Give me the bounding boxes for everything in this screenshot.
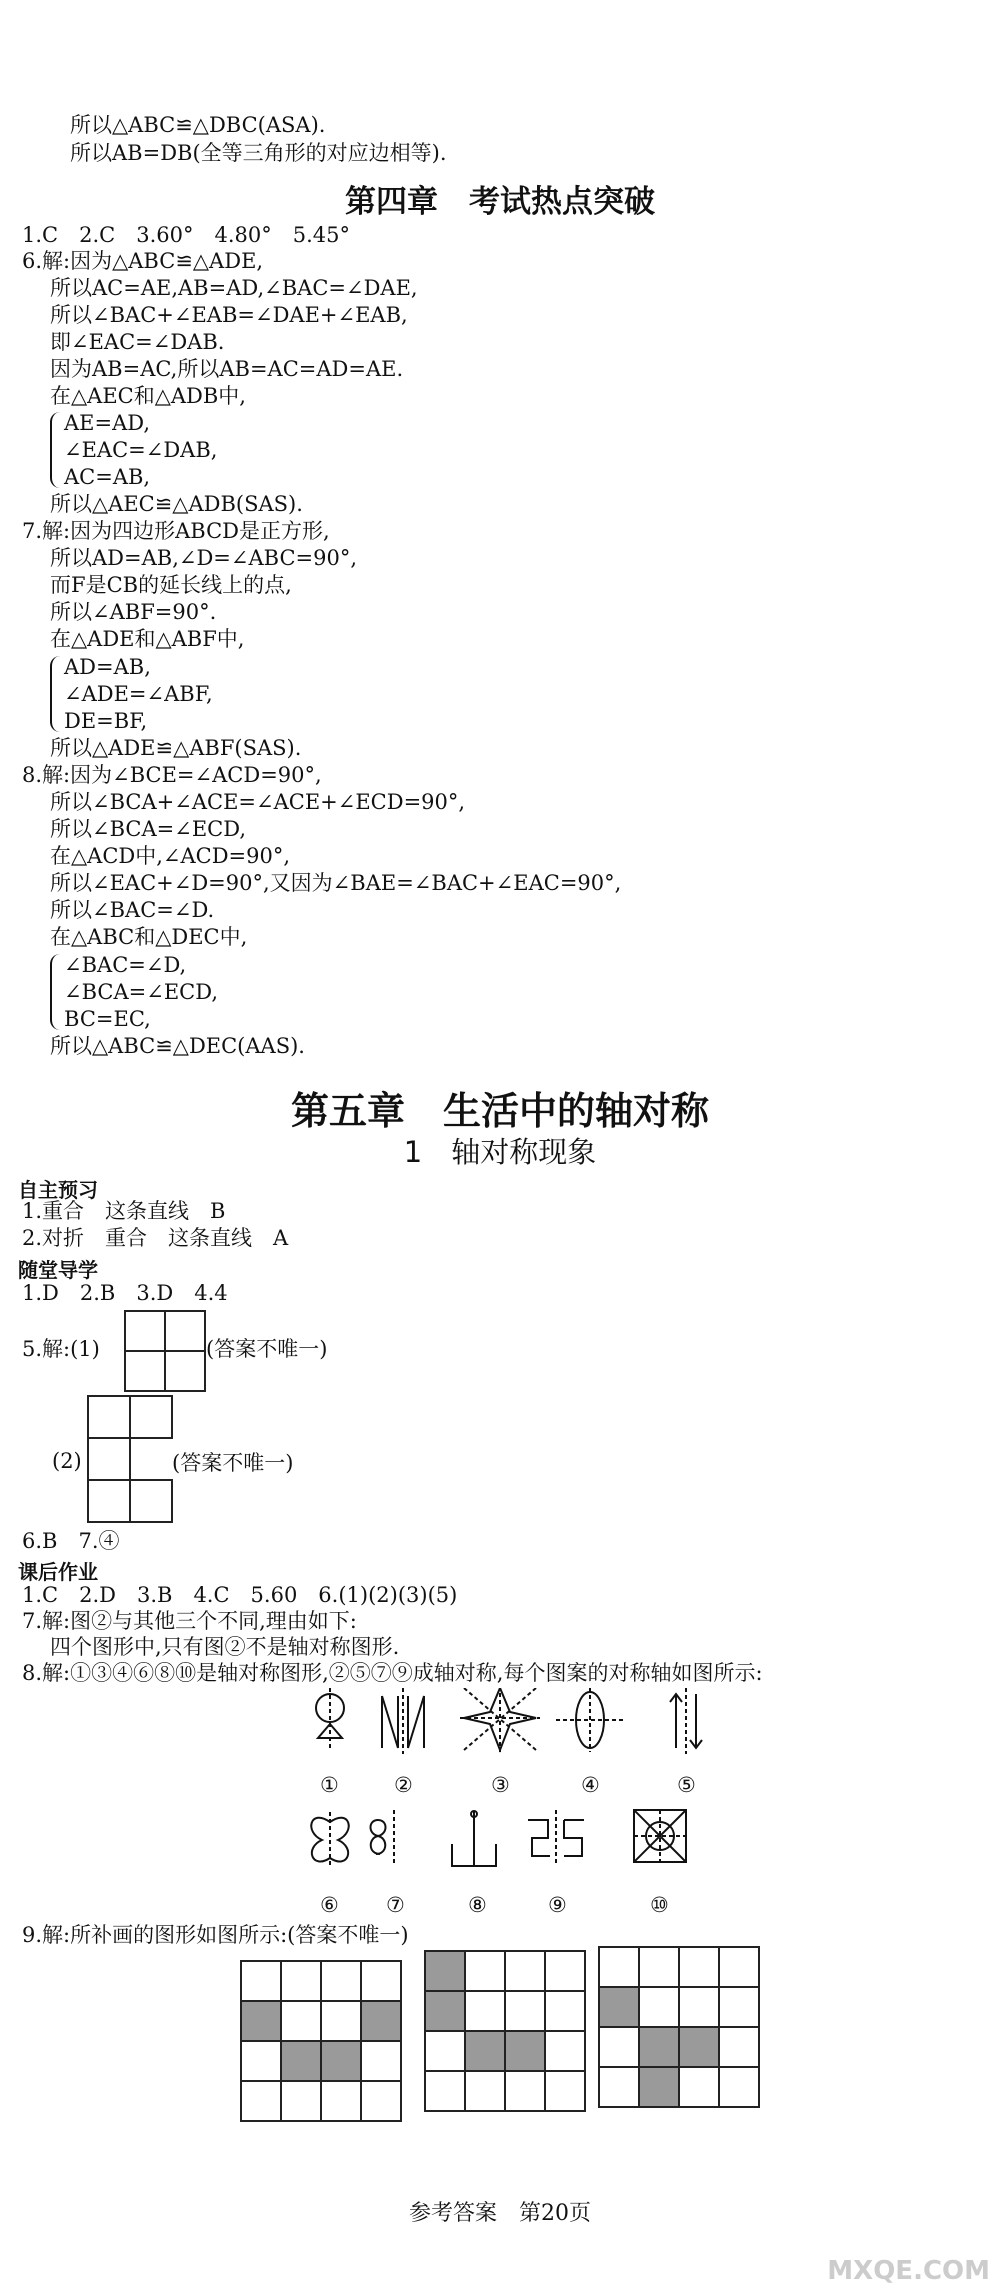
brace-line: ∠BCA=∠ECD,: [64, 980, 219, 1004]
text-line: 1.C 2.D 3.B 4.C 5.60 6.(1)(2)(3)(5): [22, 1583, 458, 1607]
page-footer: 参考答案 第20页: [409, 2201, 591, 2226]
q6-line: 即∠EAC=∠DAB.: [50, 330, 225, 354]
figure-label: ③: [491, 1773, 510, 1797]
brace: [50, 412, 62, 488]
q7-conclusion: 所以△ADE≌△ABF(SAS).: [50, 736, 302, 760]
q7-line: 所以∠ABF=90°.: [50, 600, 217, 624]
q8-line: 8.解:因为∠BCE=∠ACD=90°,: [22, 763, 322, 787]
figure-label: ⑦: [386, 1893, 405, 1917]
text-line: 7.解:图②与其他三个不同,理由如下:: [22, 1609, 357, 1633]
figure-label: ⑤: [677, 1773, 696, 1797]
text-line: 9.解:所补画的图形如图所示:(答案不唯一): [22, 1923, 409, 1947]
chapter-5-title: 第五章 生活中的轴对称: [290, 1089, 709, 1133]
grid-answer-2: [424, 1950, 586, 2112]
text-line: 所以AB=DB(全等三角形的对应边相等).: [70, 141, 447, 165]
figure-label: ⑧: [468, 1893, 487, 1917]
text-line: 四个图形中,只有图②不是轴对称图形.: [50, 1635, 400, 1659]
answers-line: 1.C 2.C 3.60° 4.80° 5.45°: [22, 223, 350, 247]
q6-line: 所以∠BAC+∠EAB=∠DAE+∠EAB,: [50, 303, 408, 327]
q6-line: 因为AB=AC,所以AB=AC=AD=AE.: [50, 357, 404, 381]
brace-line: DE=BF,: [64, 709, 148, 733]
q8-line: 在△ACD中,∠ACD=90°,: [50, 844, 291, 868]
figure-label: ④: [581, 1773, 600, 1797]
brace: [50, 656, 62, 732]
grid-answer-3: [598, 1946, 760, 2108]
watermark: MXQE.COM: [827, 2256, 990, 2286]
brace: [50, 954, 62, 1030]
section-heading: 随堂导学: [18, 1258, 98, 1282]
q8-line: 所以∠EAC+∠D=90°,又因为∠BAE=∠BAC+∠EAC=90°,: [50, 871, 622, 895]
q7-line: 7.解:因为四边形ABCD是正方形,: [22, 519, 330, 543]
brace-line: ∠BAC=∠D,: [64, 953, 187, 977]
brace-line: BC=EC,: [64, 1007, 151, 1031]
section-heading: 自主预习: [18, 1178, 98, 1202]
q6-conclusion: 所以△AEC≌△ADB(SAS).: [50, 492, 303, 516]
grid-figure-1: [124, 1310, 206, 1392]
figure-label: ⑨: [548, 1893, 567, 1917]
answer-note: (答案不唯一): [206, 1337, 328, 1361]
section-title: 1 轴对称现象: [403, 1135, 597, 1169]
answer-note: (答案不唯一): [172, 1451, 294, 1475]
q8-line: 所以∠BCA=∠ECD,: [50, 817, 247, 841]
text-line: 所以△ABC≌△DBC(ASA).: [70, 113, 326, 137]
symmetry-figures-row-2: [300, 1808, 720, 1894]
q7-line: 而F是CB的延长线上的点,: [50, 573, 292, 597]
brace-line: AD=AB,: [64, 655, 151, 679]
text-line: 8.解:①③④⑥⑧⑩是轴对称图形,②⑤⑦⑨成轴对称,每个图案的对称轴如图所示:: [22, 1661, 763, 1685]
q6-line: 6.解:因为△ABC≌△ADE,: [22, 249, 264, 273]
brace-line: AC=AB,: [64, 465, 151, 489]
figure-label: ⑩: [650, 1893, 669, 1917]
q7-line: 所以AD=AB,∠D=∠ABC=90°,: [50, 546, 358, 570]
figure-label: ⑥: [320, 1893, 339, 1917]
q8-line: 在△ABC和△DEC中,: [50, 925, 248, 949]
q5-label: (2): [52, 1449, 82, 1473]
chapter-4-title: 第四章 考试热点突破: [345, 184, 655, 220]
text-line: 1.D 2.B 3.D 4.4: [22, 1281, 228, 1305]
q7-line: 在△ADE和△ABF中,: [50, 627, 245, 651]
grid-figure-2: [86, 1394, 176, 1526]
brace-line: ∠EAC=∠DAB,: [64, 438, 218, 462]
figure-label: ②: [394, 1773, 413, 1797]
grid-answer-1: [240, 1960, 402, 2122]
text-line: 1.重合 这条直线 B: [22, 1199, 226, 1223]
section-heading: 课后作业: [18, 1560, 98, 1584]
symmetry-figures-row-1: [300, 1688, 720, 1774]
q6-line: 所以AC=AE,AB=AD,∠BAC=∠DAE,: [50, 276, 418, 300]
brace-line: AE=AD,: [64, 411, 151, 435]
q8-line: 所以∠BCA+∠ACE=∠ACE+∠ECD=90°,: [50, 790, 466, 814]
text-line: 6.B 7.④: [22, 1529, 120, 1553]
q8-line: 所以∠BAC=∠D.: [50, 898, 215, 922]
q8-conclusion: 所以△ABC≌△DEC(AAS).: [50, 1034, 305, 1058]
q6-line: 在△AEC和△ADB中,: [50, 384, 246, 408]
figure-label: ①: [320, 1773, 339, 1797]
text-line: 2.对折 重合 这条直线 A: [22, 1226, 289, 1250]
brace-line: ∠ADE=∠ABF,: [64, 682, 213, 706]
q5-label: 5.解:(1): [22, 1337, 100, 1361]
